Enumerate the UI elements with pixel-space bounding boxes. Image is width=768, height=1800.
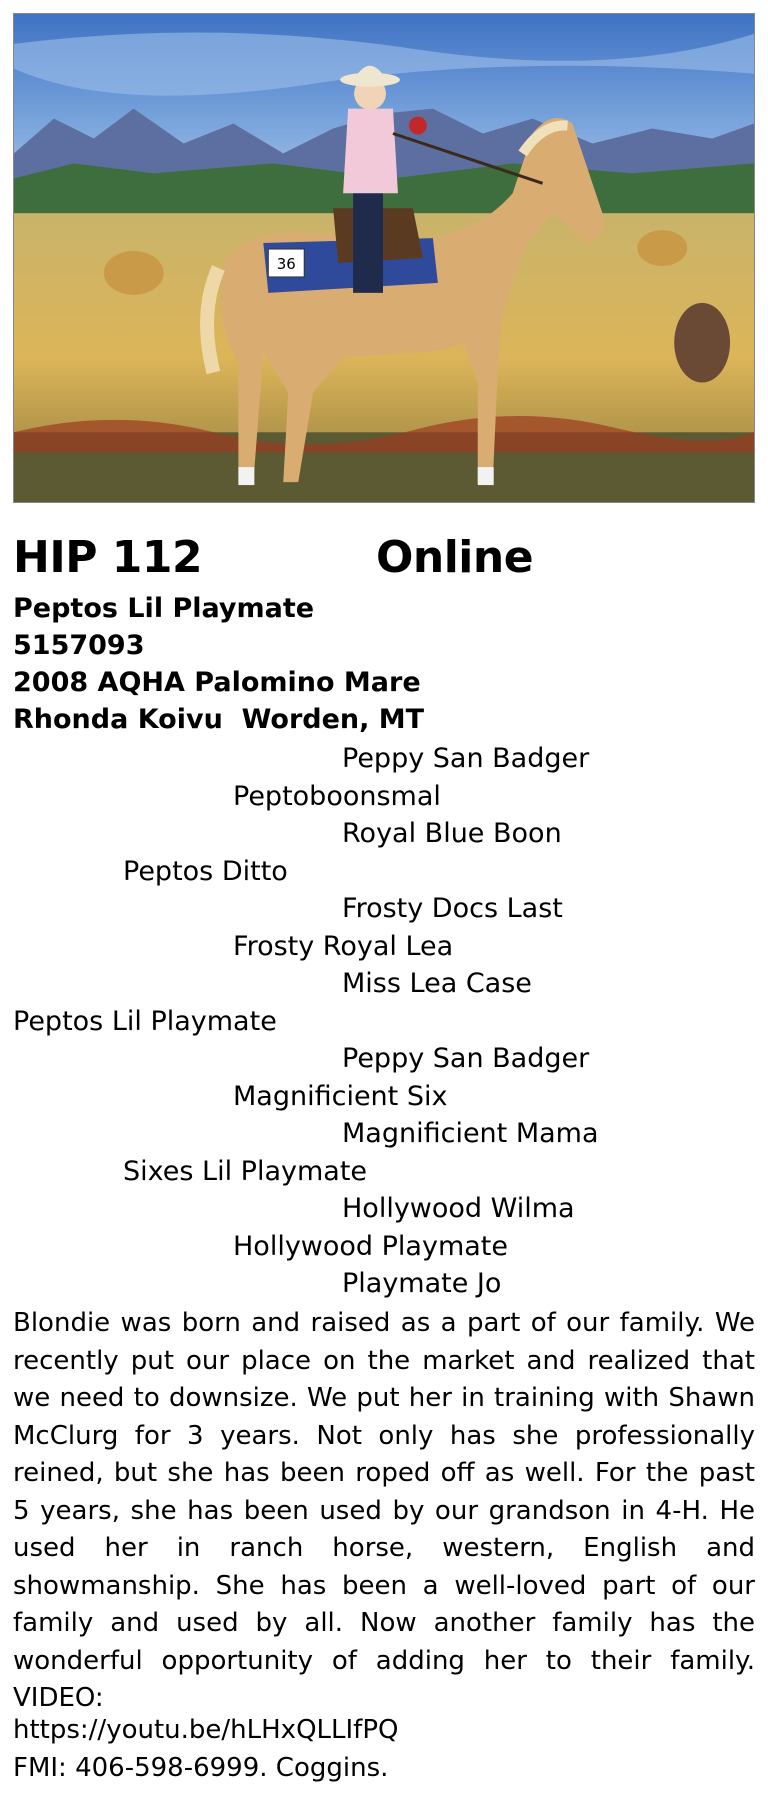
pedigree-entry: Magnificient Mama (342, 1118, 599, 1149)
sale-status: Online (376, 532, 534, 583)
pedigree-entry: Peptos Ditto (123, 855, 288, 887)
pedigree-entry: Hollywood Wilma (342, 1193, 575, 1224)
pedigree-entry: Hollywood Playmate (233, 1230, 508, 1262)
hip-header (13, 528, 755, 588)
video-link[interactable]: https://youtu.be/hLHxQLLIfPQ (13, 1715, 399, 1745)
horse-photo (13, 13, 755, 503)
pedigree-entry: Miss Lea Case (342, 968, 532, 999)
pedigree-entry: Peppy San Badger (342, 1043, 590, 1074)
description-text: Blondie was born and raised as a part of our family. We recently put our place on the market and realized that we need to downsize. We put her in training with Shawn McClurg for 3 years. Not only has she professionally reined, but she has been roped off as well. For the past 5 years, she has been used by our grandson in 4-H. He used her in ranch horse, western, English and showmanship. She has been a well-loved part of our family and used by all. Now another family has the wonderful opportunity of adding her to their family. VIDEO: (13, 1308, 755, 1713)
pedigree-entry: Peptos Lil Playmate (13, 1005, 277, 1037)
horse-name: Peptos Lil Playmate (13, 593, 315, 624)
hip-number: HIP 112 (13, 532, 203, 583)
pedigree-entry: Royal Blue Boon (342, 818, 562, 849)
pedigree-entry: Peptoboonsmal (233, 780, 441, 812)
consignor: Rhonda Koivu Worden, MT (13, 704, 425, 735)
pedigree-entry: Magnificient Six (233, 1080, 448, 1112)
saddle-pad-number: 36 (276, 254, 296, 273)
pedigree-entry: Sixes Lil Playmate (123, 1155, 368, 1187)
pedigree-entry: Peppy San Badger (342, 743, 590, 774)
horse-info (13, 590, 424, 738)
pedigree-entry: Frosty Royal Lea (233, 930, 454, 962)
contact-info: FMI: 406-598-6999. Coggins. (13, 1753, 389, 1783)
pedigree-entry: Playmate Jo (342, 1268, 502, 1299)
pedigree-chart (13, 740, 755, 1303)
registration-number: 5157093 (13, 630, 145, 661)
horse-details: 2008 AQHA Palomino Mare (13, 667, 421, 698)
pedigree-entry: Frosty Docs Last (342, 893, 563, 924)
horse-and-rider-image (14, 14, 754, 502)
